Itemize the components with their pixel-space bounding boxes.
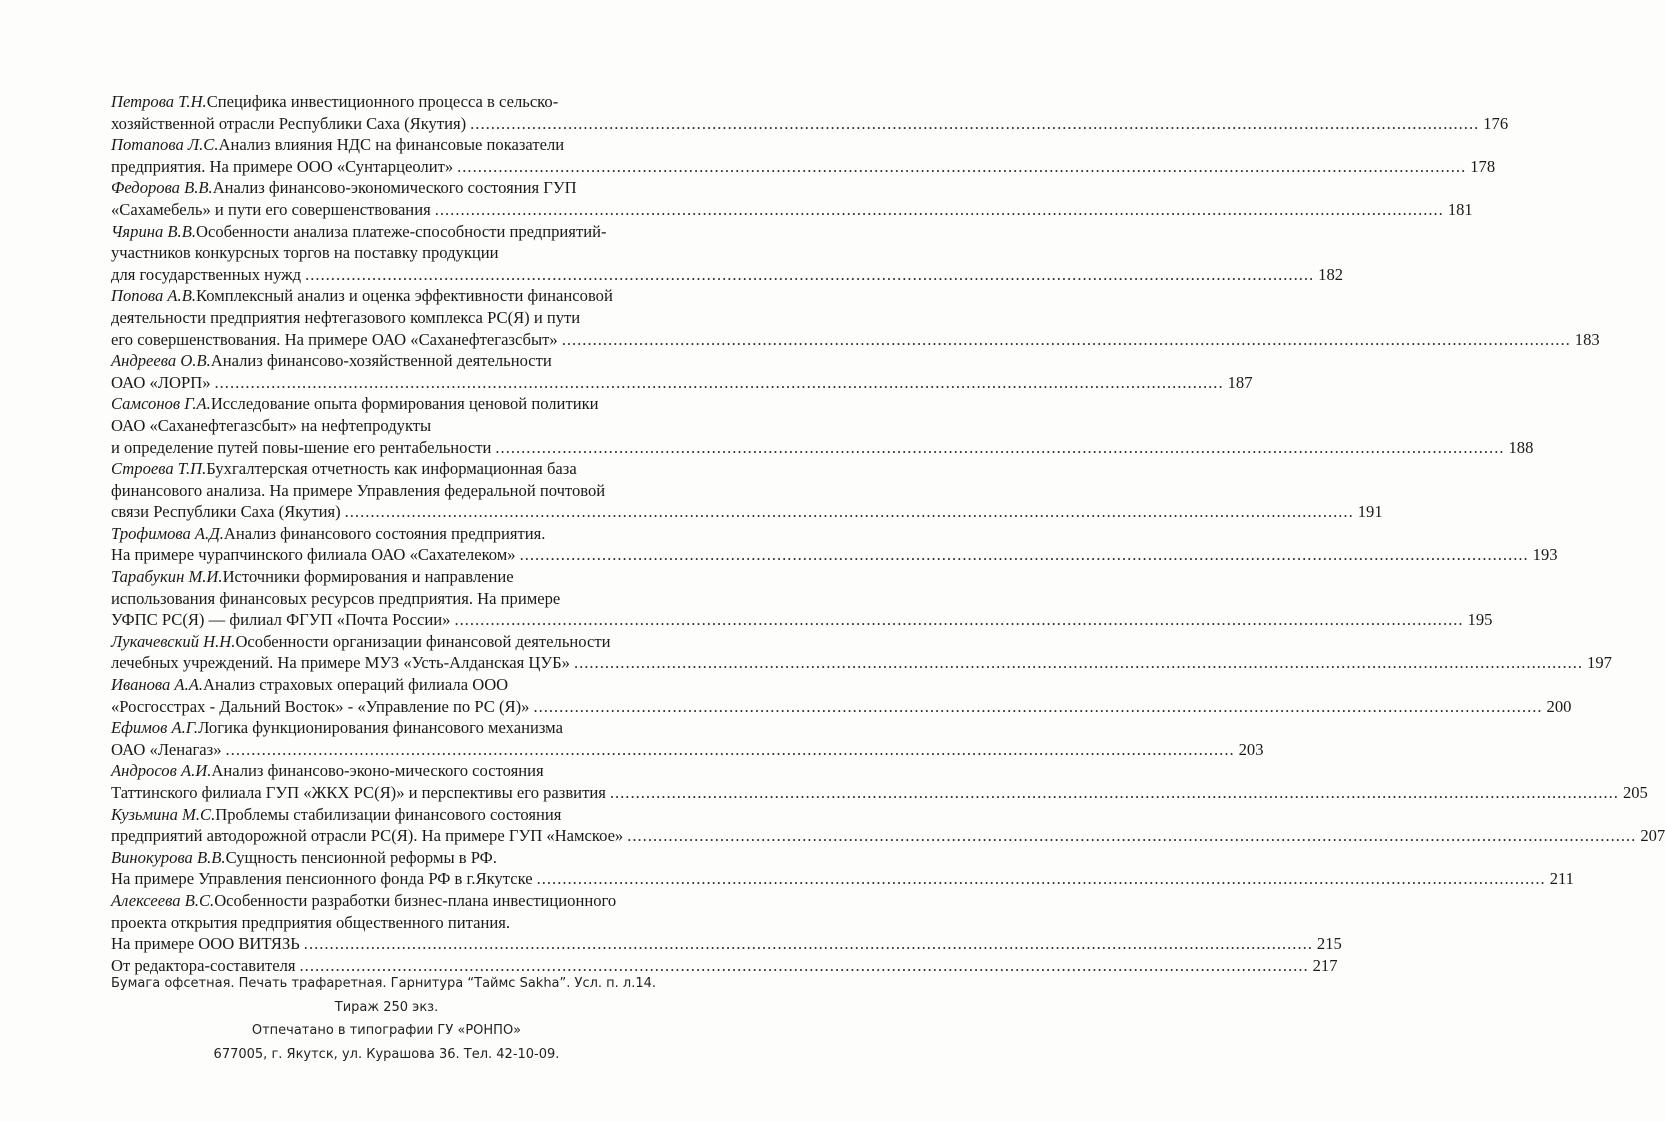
toc-entry-author: Андреева О.В.: [111, 351, 211, 371]
imprint-printed-by: Отпечатано в типографии ГУ «РОНПО»: [251, 1023, 522, 1038]
toc-entry: [111, 804, 1665, 847]
page-number: 183: [1574, 329, 1600, 349]
toc-entry-title: финансового анализа. На примере Управления федеральной почтовой: [111, 480, 606, 500]
toc-entry-title: ОАО «ЛОРП»: [111, 372, 211, 392]
toc-entry: [111, 458, 1383, 523]
toc-entry-title: и определение путей повы-шение его рентабельности: [111, 437, 492, 457]
toc-entry: [111, 221, 1344, 286]
toc-entry-title: Проблемы стабилизации финансового состояния: [215, 804, 562, 824]
toc-entry-title: для государственных нужд: [111, 264, 302, 284]
toc-entry-line: [111, 393, 662, 415]
table-of-contents: [111, 91, 1665, 976]
toc-entry-line: [111, 264, 1344, 286]
toc-entry-author: Самсонов Г.А.: [111, 394, 211, 414]
toc-entry-line: [111, 912, 662, 934]
toc-entry-line: [111, 91, 662, 113]
toc-entry: [111, 523, 1558, 566]
toc-entry-title: На примере Управления пенсионного фонда РФ в г.Якутске: [111, 869, 533, 889]
toc-entry-line: [111, 804, 662, 826]
toc-entry: [111, 393, 1534, 458]
toc-entry-author: Потапова Л.С.: [111, 135, 219, 155]
toc-entry-line: [111, 307, 662, 329]
toc-entry-line: [111, 437, 1534, 459]
page-number: 176: [1483, 113, 1509, 133]
page-number: 195: [1467, 610, 1493, 630]
page-number: 187: [1227, 372, 1253, 392]
toc-entry-line: [111, 825, 1665, 847]
leader-dots: [454, 609, 1463, 631]
toc-entry-title: связи Республики Саха (Якутия): [111, 502, 341, 522]
toc-entry-line: [111, 696, 1572, 718]
toc-entry: [111, 674, 1572, 717]
toc-entry-title: предприятий автодорожной отрасли РС(Я). На примере ГУП «Намское»: [111, 826, 624, 846]
toc-entry-title: лечебных учреждений. На примере МУЗ «Усть-Алданская ЦУБ»: [111, 653, 570, 673]
toc-entry: [111, 760, 1648, 803]
leader-dots: [495, 437, 1504, 459]
toc-entry-line: [111, 350, 662, 372]
imprint: [111, 972, 662, 1066]
leader-dots: [435, 199, 1444, 221]
toc-entry-author: Лукачевский Н.Н.: [111, 631, 236, 651]
toc-entry: [111, 285, 1600, 350]
toc-entry-title: деятельности предприятия нефтегазового комплекса РС(Я) и пути: [111, 307, 581, 327]
leader-dots: [226, 739, 1235, 761]
page-number: 193: [1532, 545, 1558, 565]
imprint-address: 677005, г. Якутск, ул. Курашова 36. Тел. 42-10-09.: [213, 1046, 560, 1062]
toc-entry: [111, 350, 1253, 393]
toc-entry-line: [111, 544, 1558, 566]
toc-entry-title: ОАО «Саханефтегазсбыт» на нефтепродукты: [111, 415, 432, 435]
leader-dots: [470, 113, 1479, 135]
toc-entry-title: предприятия. На примере ООО «Сунтарцеолит»: [111, 156, 454, 176]
toc-entry-title: Особенности организации финансовой деятельности: [235, 631, 611, 651]
toc-entry-line: [111, 199, 1473, 221]
toc-entry-title: Источники формирования и направление: [222, 567, 514, 587]
toc-entry-title: использования финансовых ресурсов предприятия. На примере: [111, 588, 561, 608]
toc-entry-line: [111, 285, 662, 307]
toc-entry-author: Петрова Т.Н.: [111, 92, 207, 111]
toc-entry-title: Анализ финансово-эконо-мического состояния: [211, 761, 544, 781]
toc-entry-title: Таттинского филиала ГУП «ЖКХ РС(Я)» и перспективы его развития: [111, 783, 606, 802]
page-number: 178: [1470, 156, 1496, 176]
toc-entry-line: [111, 868, 1574, 890]
toc-entry-line: [111, 242, 662, 264]
page-number: 188: [1508, 437, 1534, 457]
toc-entry-author: Ефимов А.Г.: [111, 718, 199, 738]
toc-entry-title: Исследование опыта формирования ценовой политики: [210, 394, 599, 414]
toc-entry-title: Анализ влияния НДС на финансовые показатели: [218, 135, 565, 155]
toc-entry-line: [111, 588, 662, 610]
toc-entry-line: [111, 415, 662, 437]
page-number: 191: [1357, 502, 1383, 522]
toc-entry-title: его совершенствования. На примере ОАО «Саханефтегазсбыт»: [111, 329, 558, 349]
toc-entry-line: [111, 156, 1496, 178]
toc-entry-line: [111, 134, 662, 156]
toc-entry: [111, 134, 1496, 177]
toc-entry-title: Анализ финансового состояния предприятия.: [223, 523, 546, 543]
toc-entry-title: Анализ финансово-экономического состояния ГУП: [212, 178, 577, 198]
page-number: 207: [1640, 826, 1665, 846]
toc-entry-line: [111, 739, 1264, 761]
toc-entry-line: [111, 760, 662, 782]
page-number: 200: [1546, 696, 1572, 716]
toc-entry-author: Винокурова В.В.: [111, 847, 226, 867]
imprint-paper-line: Бумага офсетная. Печать трафаретная. Гарнитура “Таймс Sakha”. Усл. п. л.14.: [111, 976, 657, 991]
leader-dots: [520, 544, 1529, 566]
toc-entry: [111, 717, 1264, 760]
page-number: 203: [1238, 739, 1264, 759]
leader-dots: [533, 696, 1542, 718]
toc-entry-line: [111, 177, 662, 199]
toc-entry-line: [111, 372, 1253, 394]
toc-entry-title: Бухгалтерская отчетность как информационная база: [206, 459, 577, 479]
leader-dots: [574, 652, 1583, 674]
toc-entry-title: Комплексный анализ и оценка эффективности финансовой: [195, 286, 613, 306]
toc-entry-title: «Росгосстрах - Дальний Восток» - «Управление по РС (Я)»: [111, 696, 530, 716]
toc-entry-author: Андросов А.И.: [111, 761, 212, 781]
toc-entry-line: [111, 480, 662, 502]
toc-entry: [111, 91, 1509, 134]
page-number: 205: [1622, 783, 1648, 802]
toc-entry-line: [111, 890, 662, 912]
toc-entry-title: Сущность пенсионной реформы в РФ.: [225, 847, 497, 867]
toc-entry-author: Трофимова А.Д.: [111, 523, 224, 543]
toc-entry: [111, 890, 1342, 955]
toc-entry: [111, 631, 1612, 674]
toc-entry-line: [111, 609, 1493, 631]
toc-entry-line: [111, 566, 662, 588]
leader-dots: [215, 372, 1224, 394]
toc-entry-author: Чярина В.В.: [111, 221, 196, 241]
toc-entry-author: Попова А.В.: [111, 286, 196, 306]
toc-entry-line: [111, 674, 662, 696]
toc-entry-line: [111, 113, 1509, 135]
toc-entry-line: [111, 933, 1342, 955]
toc-entry: [111, 177, 1473, 220]
toc-entry-line: [111, 717, 662, 739]
toc-entry-title: На примере ООО ВИТЯЗЬ: [111, 934, 300, 954]
leader-dots: [457, 156, 1466, 178]
toc-entry-title: «Сахамебель» и пути его совершенствования: [111, 199, 431, 219]
toc-entry-title: ОАО «Ленагаз»: [111, 739, 222, 759]
toc-entry-title: Особенности анализа платеже-способности предприятий-: [196, 221, 607, 241]
toc-entry-author: Тарабукин М.И.: [111, 567, 223, 587]
leader-dots: [537, 868, 1546, 890]
leader-dots: [562, 329, 1571, 351]
toc-entry-author: Федорова В.В.: [111, 178, 213, 198]
toc-entry-line: [111, 652, 1612, 674]
leader-dots: [627, 825, 1636, 847]
page-number: 217: [1312, 955, 1338, 975]
toc-entry-line: [111, 782, 1648, 804]
toc-entry-line: [111, 221, 662, 243]
toc-entry-author: Иванова А.А.: [111, 675, 204, 695]
toc-entry-line: [111, 329, 1600, 351]
toc-entry-title: проекта открытия предприятия общественного питания.: [111, 912, 511, 932]
page-number: 182: [1318, 264, 1344, 284]
toc-entry-line: [111, 501, 1383, 523]
page-number: 197: [1587, 653, 1612, 673]
toc-entry-author: Алексеева В.С.: [111, 890, 215, 910]
page-number: 211: [1549, 869, 1574, 889]
toc-entry-title: хозяйственной отрасли Республики Саха (Якутия): [111, 113, 467, 133]
toc-entry-line: [111, 458, 662, 480]
toc-entry-line: [111, 631, 662, 653]
page-number: 181: [1447, 199, 1473, 219]
leader-dots: [305, 264, 1314, 286]
toc-entry-title: Логика функционирования финансового механизма: [198, 718, 563, 738]
toc-entry-title: участников конкурсных торгов на поставку продукции: [111, 243, 499, 263]
toc-entry: [111, 566, 1493, 631]
toc-entry-line: [111, 523, 662, 545]
page-number: 215: [1316, 934, 1342, 954]
toc-entry-title: От редактора-составителя: [111, 955, 296, 975]
leader-dots: [345, 501, 1354, 523]
toc-entry-title: УФПС РС(Я) — филиал ФГУП «Почта России»: [111, 610, 451, 630]
toc-entry-line: [111, 847, 662, 869]
toc-entry-author: Строева Т.П.: [111, 459, 207, 479]
toc-entry-title: Анализ финансово-хозяйственной деятельности: [210, 351, 552, 371]
leader-dots: [610, 782, 1619, 804]
toc-entry: [111, 847, 1574, 890]
toc-entry-title: На примере чурапчинского филиала ОАО «Сахателеком»: [111, 545, 516, 565]
toc-entry-title: Особенности разработки бизнес-плана инвестиционного: [214, 890, 617, 910]
toc-entry-author: Кузьмина М.С.: [111, 804, 216, 824]
imprint-print-run: Тираж 250 экз.: [334, 999, 439, 1015]
leader-dots: [304, 933, 1313, 955]
toc-entry-title: Специфика инвестиционного процесса в сельско-: [206, 92, 559, 111]
toc-entry-title: Анализ страховых операций филиала ООО: [203, 675, 509, 695]
